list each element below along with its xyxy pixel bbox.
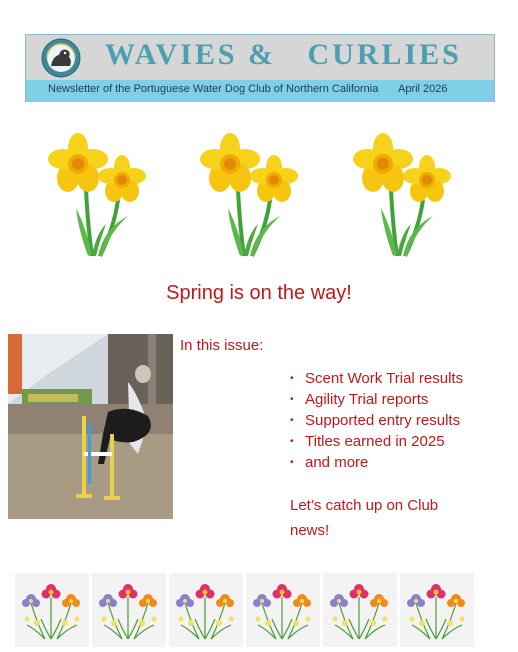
closing-text: Let’s catch up on Club news! [290,497,439,539]
flowers-icon [400,573,474,647]
bullet: • [290,373,294,384]
masthead-subtitle-band [26,80,494,102]
daffodil-icon [200,128,302,260]
agility-dog-photo [8,334,173,519]
list-item-text: Agility Trial reports [305,391,429,408]
list-item [290,452,463,473]
newsletter-title: WAVIES & CURLIES [105,38,462,71]
masthead [25,34,495,102]
flowers-icon [246,573,320,647]
flowers-icon [15,573,89,647]
list-item [290,410,463,431]
in-this-issue-heading: In this issue: [180,337,264,354]
flowers-icon [92,573,166,647]
headline: Spring is on the way! [166,282,352,304]
daffodil-icon [48,128,150,260]
list-item [290,389,463,410]
list-item-text: Supported entry results [305,412,461,429]
bullet: • [290,394,294,405]
list-item-text: and more [305,454,369,471]
list-item [290,431,463,452]
list-item-text: Scent Work Trial results [305,370,464,387]
flowers-icon [169,573,243,647]
daffodil-icon [353,128,455,260]
masthead-title-band [26,35,494,80]
club-logo-dog-icon [41,38,81,78]
list-item-text: Titles earned in 2025 [305,433,445,450]
bullet: • [290,457,294,468]
issue-date: April 2026 [398,83,448,95]
bullet: • [290,436,294,447]
newsletter-subtitle: Newsletter of the Portuguese Water Dog Club of Northern California [48,83,379,95]
list-item [290,368,463,389]
flowers-icon [323,573,397,647]
bullet: • [290,415,294,426]
issue-contents-list [290,368,463,473]
